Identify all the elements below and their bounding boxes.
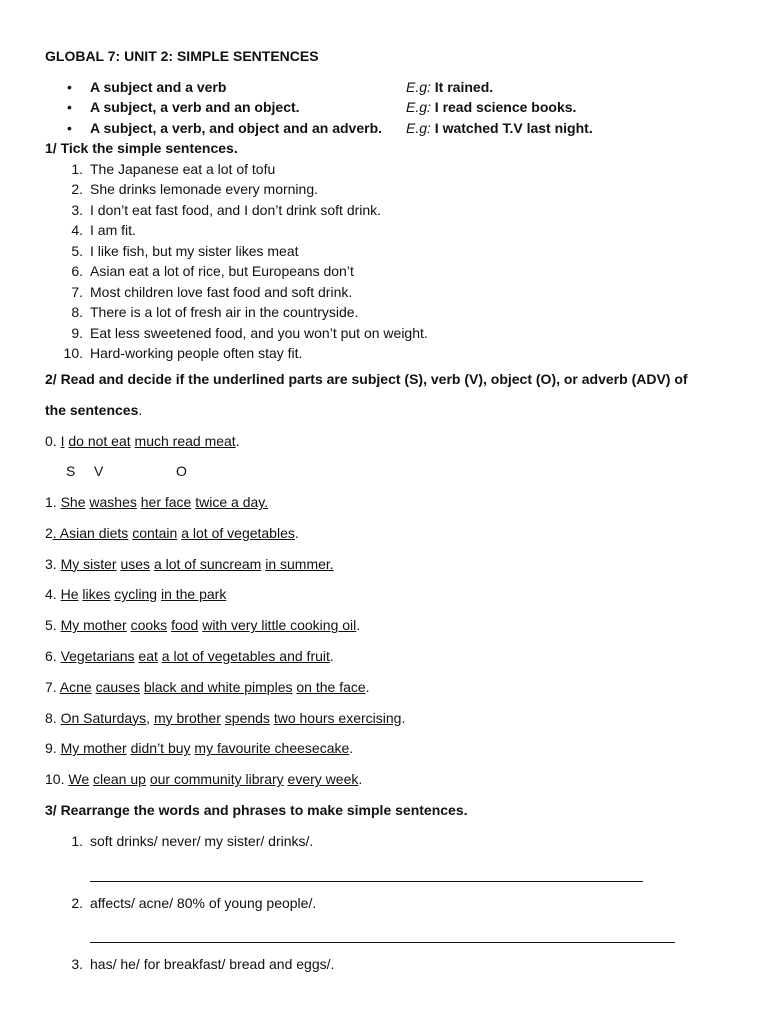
pattern-item xyxy=(45,118,735,139)
underlined-part: My mother xyxy=(60,740,127,757)
exercise-sentence xyxy=(45,487,735,518)
underlined-part: my favourite cheesecake xyxy=(194,740,350,757)
sentence-number: 10. xyxy=(45,771,69,788)
sentence-number: 9. xyxy=(45,740,61,757)
pattern-example xyxy=(406,118,593,139)
sentence-item xyxy=(45,179,735,200)
underlined-part: clean up xyxy=(93,771,146,788)
item-text: She drinks lemonade every morning. xyxy=(90,181,319,197)
pattern-item xyxy=(45,97,735,118)
underlined-part: uses xyxy=(120,555,151,572)
exercise-sentence xyxy=(45,549,735,580)
item-text: affects/ acne/ 80% of young people/. xyxy=(90,894,317,911)
item-text: Hard-working people often stay fit. xyxy=(90,345,303,361)
answer-label: O xyxy=(176,463,187,480)
answer-line xyxy=(90,942,675,943)
answer-line xyxy=(90,881,643,882)
item-number: 10. xyxy=(63,345,83,361)
rearrange-item xyxy=(45,826,735,857)
item-text: I don’t eat fast food, and I don’t drink soft drink. xyxy=(90,201,382,218)
example-answer-row xyxy=(45,456,735,487)
underlined-part: with very little cooking oil xyxy=(202,617,357,634)
plain-text: . xyxy=(329,648,334,665)
plain-text: . xyxy=(294,524,299,541)
rearrange-item xyxy=(45,949,735,980)
pattern-text: A subject and a verb xyxy=(90,78,227,95)
example-text: I watched T.V last night. xyxy=(430,119,593,136)
sentence-item xyxy=(45,282,735,303)
sentence-number: 6. xyxy=(45,648,61,665)
sentence-number: 4. xyxy=(45,586,61,603)
sentence-item xyxy=(45,343,735,364)
eg-label: E.g: xyxy=(406,99,431,115)
section2-heading-line2 xyxy=(45,395,735,426)
exercise-sentence xyxy=(45,518,735,549)
underlined-part: causes xyxy=(95,678,140,695)
item-number: 1. xyxy=(71,833,83,850)
underlined-part: We xyxy=(68,771,90,788)
exercise-sentence xyxy=(45,703,735,734)
item-number: 7. xyxy=(71,283,83,300)
answer-label: V xyxy=(94,463,104,480)
underlined-part: two hours exercising xyxy=(273,709,402,726)
underlined-part: eat xyxy=(138,648,158,665)
exercise-sentence xyxy=(45,672,735,703)
underlined-part: . Asian diets xyxy=(52,524,129,541)
sentence-number: 1. xyxy=(45,494,61,511)
underlined-part: She xyxy=(60,494,86,511)
exercise-sentence xyxy=(45,733,735,764)
section1-list xyxy=(45,159,735,364)
sentence-item xyxy=(45,159,735,180)
underlined-part: food xyxy=(171,617,199,634)
item-text: Eat less sweetened food, and you won’t put on weight. xyxy=(90,324,428,341)
underlined-part: black and white pimples xyxy=(143,678,293,695)
plain-text: . xyxy=(235,432,240,449)
exercise-sentence xyxy=(45,426,735,457)
pattern-example xyxy=(406,77,493,98)
underlined-part: our community library xyxy=(149,771,284,788)
item-number: 3. xyxy=(71,201,83,218)
underlined-part: On Saturdays, xyxy=(60,709,151,726)
underlined-part: twice a day. xyxy=(195,494,269,511)
eg-label: E.g: xyxy=(406,78,431,95)
underlined-part: Acne xyxy=(59,678,92,695)
sentence-number: 7. xyxy=(45,678,60,695)
underlined-part: didn’t buy xyxy=(130,740,191,757)
underlined-part: every week xyxy=(287,771,359,788)
exercise-sentence xyxy=(45,641,735,672)
underlined-part: much read meat xyxy=(134,432,236,449)
sentence-item xyxy=(45,220,735,241)
underlined-part: a lot of vegetables xyxy=(181,524,295,541)
underlined-part: He xyxy=(60,586,79,603)
item-text: soft drinks/ never/ my sister/ drinks/. xyxy=(90,833,314,850)
item-text: Asian eat a lot of rice, but Europeans don’t xyxy=(90,263,354,279)
sentence-item xyxy=(45,200,735,221)
item-number: 2. xyxy=(71,894,83,911)
plain-text: . xyxy=(349,740,354,757)
underlined-part: in the park xyxy=(160,586,227,603)
underlined-part: a lot of vegetables and fruit xyxy=(161,648,330,665)
pattern-text: A subject, a verb, and object and an adverb. xyxy=(90,119,383,136)
exercise-sentence xyxy=(45,579,735,610)
answer-blank[interactable] xyxy=(45,857,735,888)
section2-heading-line1: 2/ Read and decide if the underlined parts are subject (S), verb (V), object (O), or adverb (ADV) of xyxy=(45,370,688,387)
item-text: has/ he/ for breakfast/ bread and eggs/. xyxy=(90,956,335,973)
item-text: I like fish, but my sister likes meat xyxy=(90,242,299,259)
section1-heading: 1/ Tick the simple sentences. xyxy=(45,140,238,156)
sentence-number: 5. xyxy=(45,617,61,634)
sentence-patterns-list xyxy=(45,77,735,139)
exercise-sentence xyxy=(45,610,735,641)
underlined-part: my brother xyxy=(153,709,221,726)
sentence-item xyxy=(45,302,735,323)
underlined-part: a lot of suncream xyxy=(153,555,262,572)
example-text: It rained. xyxy=(430,78,494,95)
underlined-part: My sister xyxy=(60,555,117,572)
underlined-part: spends xyxy=(224,709,270,726)
underlined-part: likes xyxy=(82,586,111,603)
pattern-example xyxy=(406,97,576,118)
worksheet xyxy=(45,46,735,980)
item-number: 3. xyxy=(71,956,83,973)
eg-label: E.g: xyxy=(406,119,431,136)
sentence-item xyxy=(45,261,735,282)
underlined-part: washes xyxy=(89,494,137,511)
item-text: The Japanese eat a lot of tofu xyxy=(90,160,276,177)
answer-blank[interactable] xyxy=(45,918,735,949)
underlined-part: in summer. xyxy=(265,555,334,572)
item-text: There is a lot of fresh air in the countryside. xyxy=(90,304,359,320)
sentence-item xyxy=(45,323,735,344)
example-text: I read science books. xyxy=(430,99,577,115)
underlined-part: I xyxy=(60,432,65,449)
sentence-item xyxy=(45,241,735,262)
rearrange-item xyxy=(45,888,735,919)
underlined-part: contain xyxy=(132,524,178,541)
section2-heading-text: the sentences xyxy=(45,401,139,418)
plain-text: . xyxy=(356,617,361,634)
page-title: GLOBAL 7: UNIT 2: SIMPLE SENTENCES xyxy=(45,48,319,64)
item-text: Most children love fast food and soft drink. xyxy=(90,283,353,300)
item-text: I am fit. xyxy=(90,222,136,238)
section2-list xyxy=(45,426,735,796)
underlined-part: Vegetarians xyxy=(60,648,135,665)
answer-label: S xyxy=(66,463,76,480)
section3-heading: 3/ Rearrange the words and phrases to make simple sentences. xyxy=(45,802,468,819)
item-number: 6. xyxy=(71,263,83,279)
exercise-sentence xyxy=(45,764,735,795)
sentence-number: 2 xyxy=(45,524,53,541)
sentence-number: 3. xyxy=(45,555,61,572)
pattern-text: A subject, a verb and an object. xyxy=(90,99,300,115)
plain-text: . xyxy=(365,678,370,695)
plain-text: . xyxy=(358,771,363,788)
underlined-part: her face xyxy=(140,494,192,511)
item-number: 1. xyxy=(71,160,83,177)
underlined-part: cycling xyxy=(114,586,158,603)
item-number: 2. xyxy=(71,181,83,197)
pattern-item xyxy=(45,77,735,98)
underlined-part: My mother xyxy=(60,617,127,634)
item-number: 8. xyxy=(71,304,83,320)
plain-text: . xyxy=(401,709,406,726)
underlined-part: do not eat xyxy=(68,432,131,449)
item-number: 9. xyxy=(71,324,83,341)
item-number: 5. xyxy=(71,242,83,259)
sentence-number: 0. xyxy=(45,432,61,449)
underlined-part: cooks xyxy=(130,617,168,634)
section2-heading-period: . xyxy=(138,401,143,418)
item-number: 4. xyxy=(71,222,83,238)
sentence-number: 8. xyxy=(45,709,61,726)
underlined-part: on the face xyxy=(296,678,366,695)
section3-list xyxy=(45,826,735,980)
